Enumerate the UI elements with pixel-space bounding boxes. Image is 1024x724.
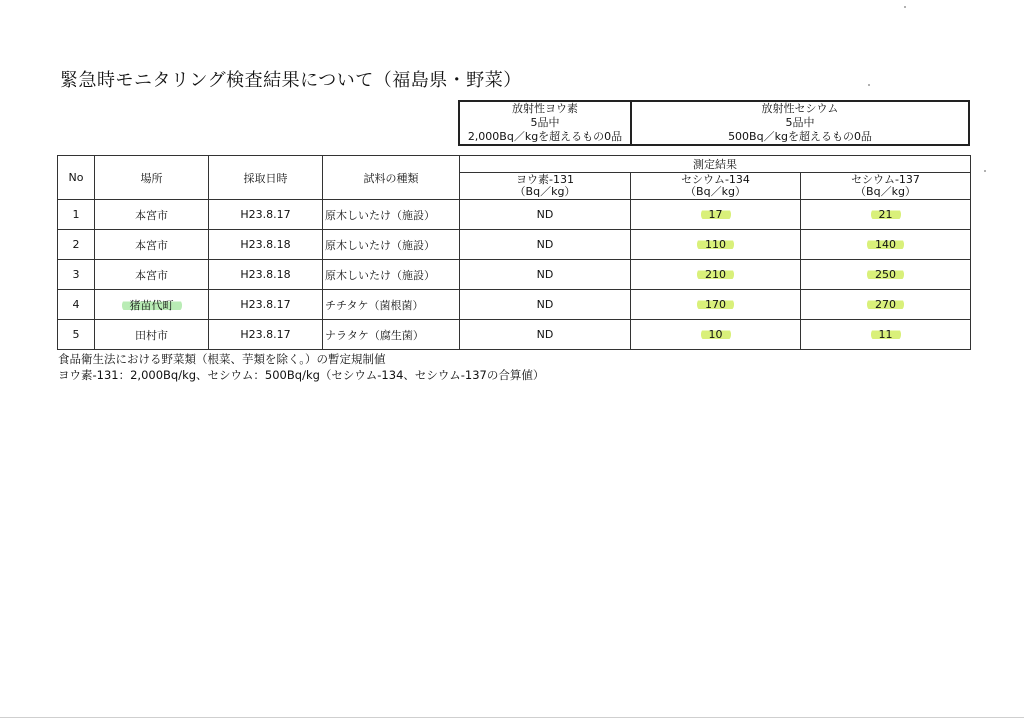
cell-cs137 [801,230,971,260]
cell-cs134 [631,200,801,230]
scan-speck [868,84,870,86]
cell-sample: チチタケ（菌根菌） [323,290,460,320]
cell-i131: ND [460,200,631,230]
cell-sample: 原木しいたけ（施設） [323,260,460,290]
footnotes [58,351,544,383]
cell-place: 田村市 [95,320,209,350]
cs137-value: 21 [871,208,901,221]
iodine-criterion: 2,000Bq／kgを超えるもの0品 [467,130,623,143]
header-i131-unit: （Bq／kg） [514,185,576,198]
cs134-value: 110 [697,238,734,251]
header-cs134-unit: （Bq／kg） [685,185,746,198]
header-cs137-unit: （Bq／kg） [855,185,916,198]
header-cs134-label: セシウム-134 [681,173,750,186]
cesium-summary [632,102,968,144]
table-row [58,230,971,260]
cs134-value: 210 [697,268,734,281]
table-row [58,320,971,350]
cell-no: 1 [58,200,95,230]
results-table [57,155,971,350]
cell-cs134 [631,320,801,350]
cell-i131: ND [460,290,631,320]
cs134-value: 10 [701,328,731,341]
header-measured: 測定結果 [460,156,971,173]
cell-no: 5 [58,320,95,350]
cell-cs134 [631,290,801,320]
cs137-value: 270 [867,298,904,311]
table-row [58,200,971,230]
cell-i131: ND [460,230,631,260]
cell-no: 2 [58,230,95,260]
cell-cs134 [631,230,801,260]
cesium-name: 放射性セシウム [761,102,839,115]
scan-speck [904,6,906,8]
cell-cs137 [801,260,971,290]
cell-date: H23.8.17 [209,200,323,230]
scan-speck [984,170,986,172]
table-row [58,260,971,290]
header-cs134 [631,173,801,200]
cell-date: H23.8.17 [209,290,323,320]
iodine-count: 5品中 [530,116,560,129]
cell-date: H23.8.18 [209,230,323,260]
cell-sample: ナラタケ（腐生菌） [323,320,460,350]
header-i131-label: ヨウ素-131 [516,173,574,186]
cell-cs137 [801,290,971,320]
header-sample: 試料の種類 [323,156,460,200]
cell-cs137 [801,320,971,350]
cesium-count: 5品中 [785,116,815,129]
cell-sample: 原木しいたけ（施設） [323,230,460,260]
cell-place [95,290,209,320]
place-value: 猪苗代町 [122,299,182,312]
cell-place: 本宮市 [95,260,209,290]
cs137-value: 11 [871,328,901,341]
cs134-value: 17 [701,208,731,221]
iodine-summary [460,102,632,144]
cell-i131: ND [460,260,631,290]
header-place: 場所 [95,156,209,200]
header-date: 採取日時 [209,156,323,200]
cell-no: 3 [58,260,95,290]
header-cs137 [801,173,971,200]
cs137-value: 140 [867,238,904,251]
cell-i131: ND [460,320,631,350]
footnote-line-2: ヨウ素-131：2,000Bq/kg、セシウム：500Bq/kg（セシウム-134、セシウム-137の合算値） [58,368,545,382]
cell-sample: 原木しいたけ（施設） [323,200,460,230]
footnote-line-1: 食品衛生法における野菜類（根菜、芋類を除く。）の暫定規制値 [58,352,386,366]
cell-date: H23.8.18 [209,260,323,290]
summary-box [458,100,970,146]
cell-cs137 [801,200,971,230]
header-no: No [58,156,95,200]
cell-cs134 [631,260,801,290]
table-row [58,290,971,320]
header-cs137-label: セシウム-137 [851,173,920,186]
cell-place: 本宮市 [95,200,209,230]
iodine-name: 放射性ヨウ素 [512,102,578,115]
cs137-value: 250 [867,268,904,281]
cs134-value: 170 [697,298,734,311]
scan-edge-line [0,717,1024,718]
cell-date: H23.8.17 [209,320,323,350]
cell-place: 本宮市 [95,230,209,260]
header-i131 [460,173,631,200]
page-title: 緊急時モニタリング検査結果について（福島県・野菜） [60,70,522,91]
cell-no: 4 [58,290,95,320]
cesium-criterion: 500Bq／kgを超えるもの0品 [728,130,872,143]
